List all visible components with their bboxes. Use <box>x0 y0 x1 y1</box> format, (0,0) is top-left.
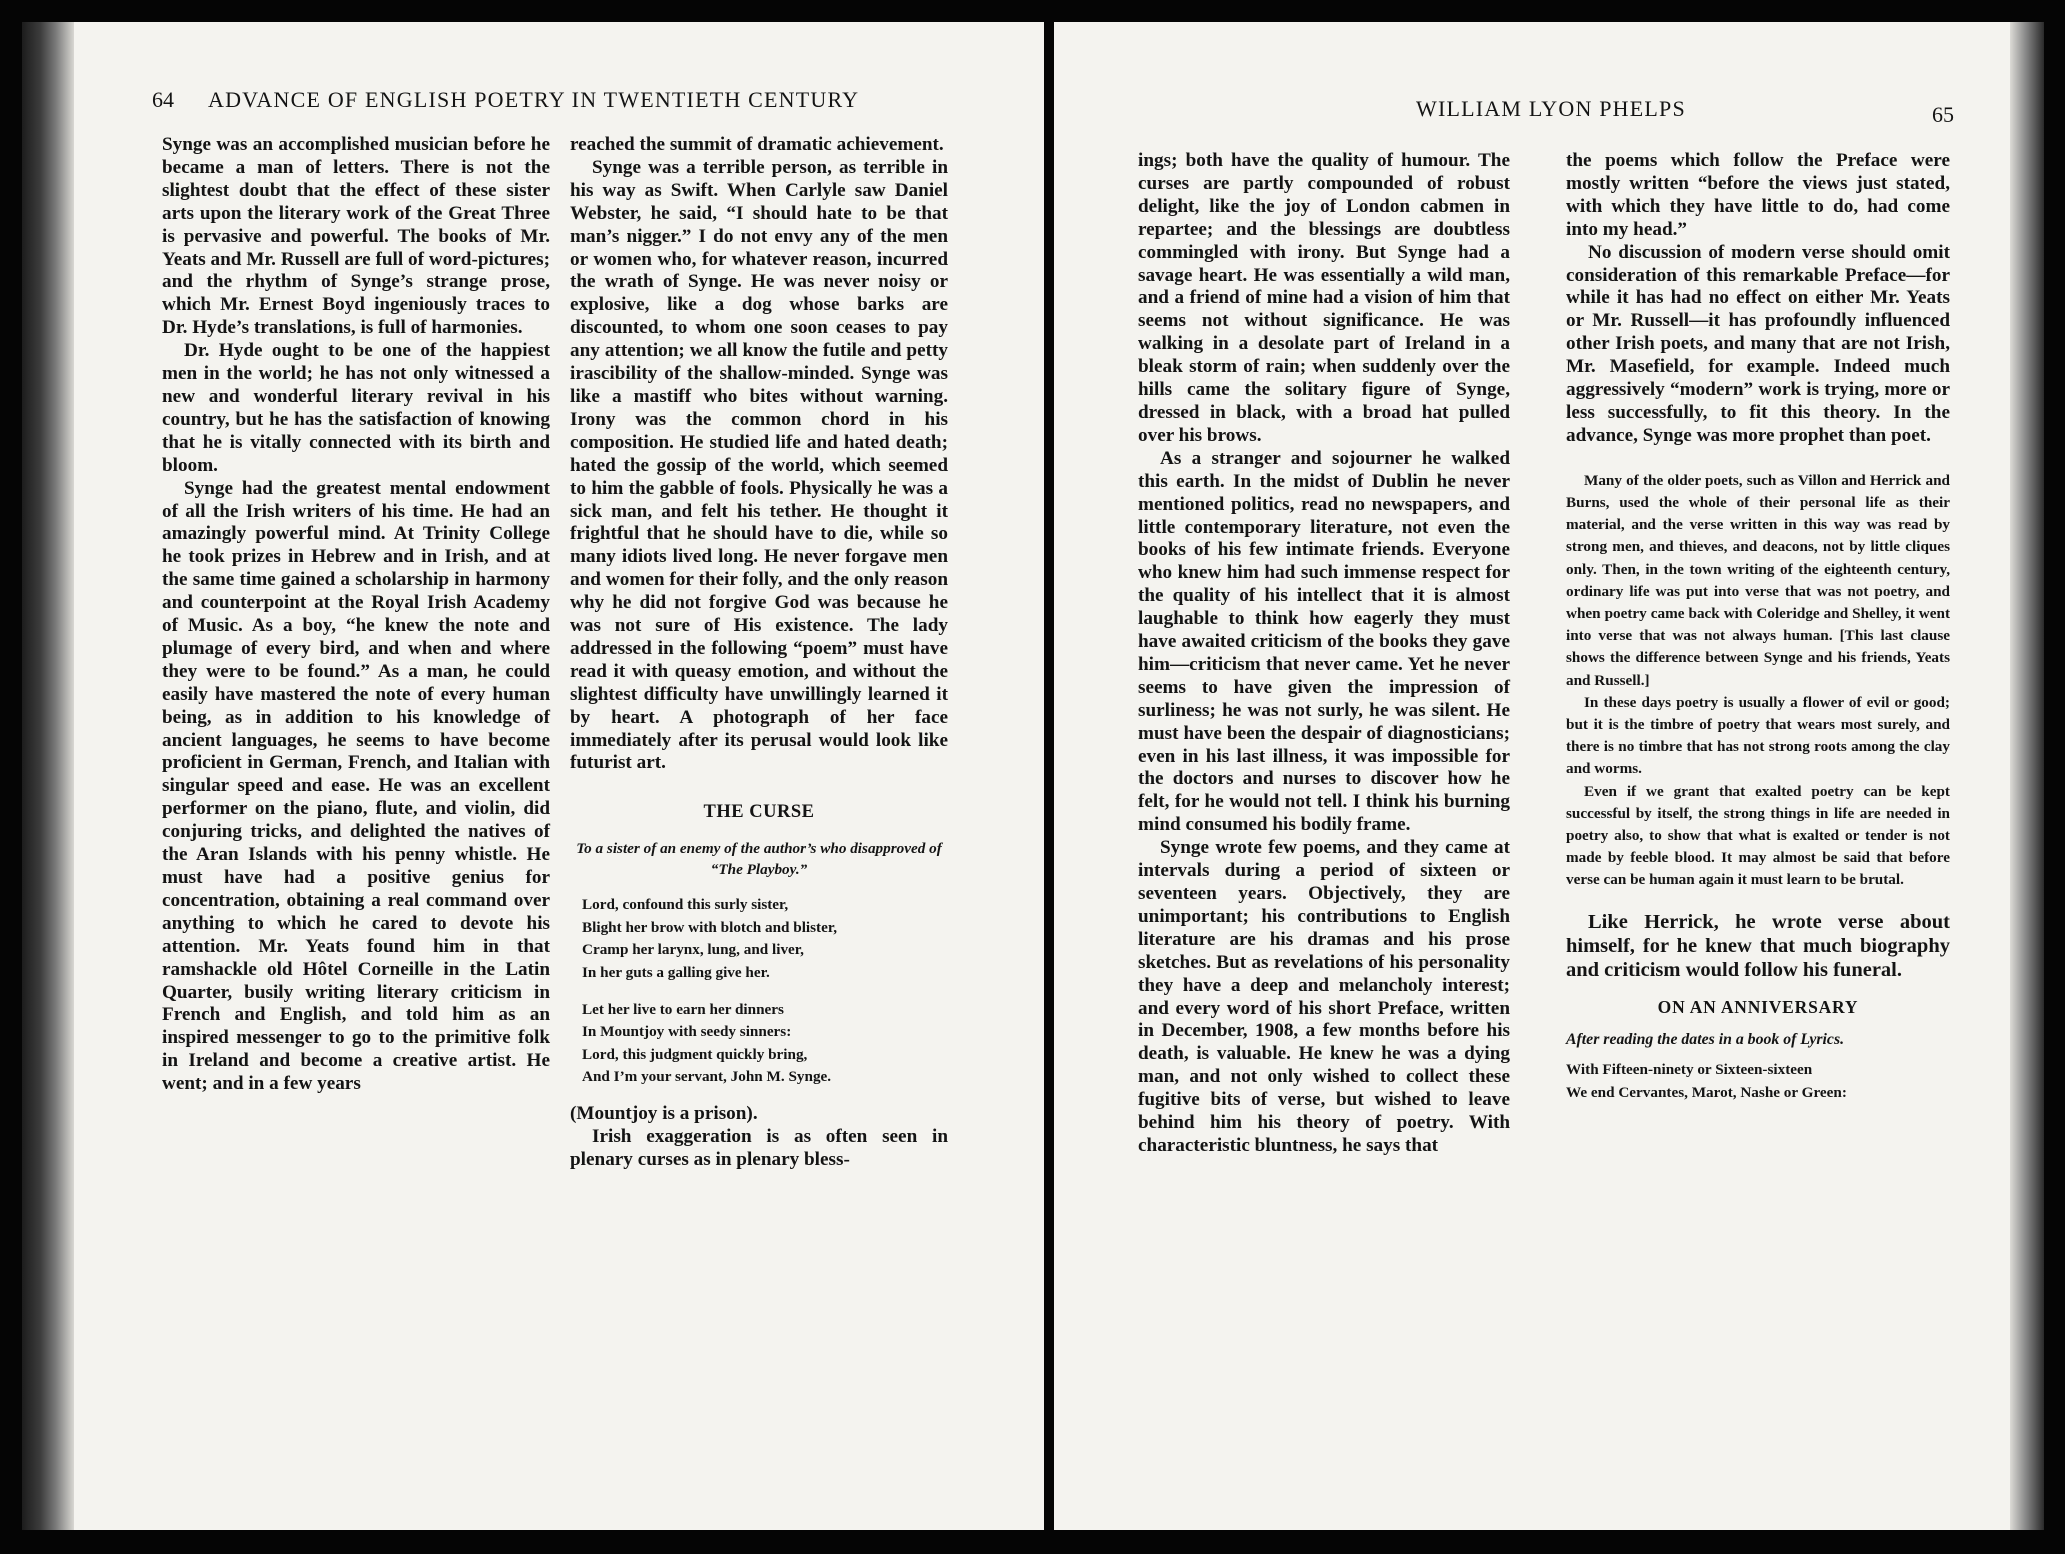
poem-title: THE CURSE <box>703 802 815 823</box>
poem-line: Blight her brow with blotch and blister, <box>582 918 837 936</box>
poem-line: And I’m your servant, John M. Synge. <box>582 1068 832 1086</box>
poem-line: In her guts a galling give her. <box>582 964 770 982</box>
paragraph: As a stranger and sojourner he walked this earth. In the midst of Dublin he never mentioned politics, read no newspapers, and little contemporary literature, not even the books of his few intimate friends. Everyone who knew him had such immense respect for the quality of his intellect that it is almost laughable to think how eagerly they must have awaited criticism of the books they gave him—criticism that never came. Yet he never seems to have given the impression of surliness; he was not surly, he was silent. He must have been the despair of diagnosticians; even in his last illness, it was impossible for the doctors and nurses to discover how he felt, for he would not tell. I think his burning mind consumed his bodily frame. <box>1138 447 1510 836</box>
lyric-subtitle: After reading the dates in a book of Lyrics. <box>1566 1030 1845 1048</box>
right-page <box>1054 22 2044 1530</box>
paragraph: Like Herrick, he wrote verse about himself, for he knew that much biography and criticism would follow his funeral. <box>1566 910 1950 981</box>
poem-line: Lord, confound this surly sister, <box>582 896 789 914</box>
preface-quotation <box>1566 470 1950 892</box>
paragraph: Synge was an accomplished musician before he became a man of letters. There is not the slightest doubt that the effect of these sister arts upon the literary work of the Great Three is pervasive and powerful. The books of Mr. Yeats and Mr. Russell are full of word-pictures; and the rhythm of Synge’s strange prose, which Mr. Ernest Boyd ingeniously traces to Dr. Hyde’s translations, is full of harmonies. <box>162 134 550 339</box>
poem-line: Cramp her larynx, lung, and liver, <box>582 941 804 959</box>
poem-line: In Mountjoy with seedy sinners: <box>582 1023 792 1041</box>
poem-stanza-1 <box>570 894 948 984</box>
poem-line: Let her live to earn her dinners <box>582 1000 784 1018</box>
quotation-paragraph: In these days poetry is usually a flower of evil or good; but it is the timbre of poetry that wears most surely, and there is no timbre that has not strong roots among the clay and worms. <box>1566 693 1950 778</box>
quotation-paragraph: Many of the older poets, such as Villon and Herrick and Burns, used the whole of their personal life as their material, and the verse written in this way was read by strong men, and thieves, and deacons, not by little cliques only. Then, in the town writing of the eighteenth century, ordinary life was put into verse that was not poetry, and when poetry came back with Coleridge and Shelley, it went into verse that was not always human. [This last clause shows the difference between Synge and his friends, Yeats and Russell.] <box>1566 471 1950 689</box>
right-column-2 <box>1566 150 1950 1119</box>
left-page <box>22 22 1044 1530</box>
poem-line: With Fifteen-ninety or Sixteen-sixteen <box>1566 1061 1813 1079</box>
left-column-2 <box>570 134 948 1172</box>
left-page-binding-shadow <box>22 22 74 1530</box>
paragraph: Irish exaggeration is as often seen in plenary curses as in plenary bless- <box>570 1125 948 1170</box>
right-running-head: WILLIAM LYON PHELPS <box>1416 96 1686 121</box>
paragraph: Synge was a terrible person, as terrible in his way as Swift. When Carlyle saw Daniel Webster, he said, “I should hate to be that man’s nigger.” I do not envy any of the men or women who, for whatever reason, incurred the wrath of Synge. He was never noisy or explosive, like a dog whose barks are discounted, to whom one soon ceases to pay any attention; we all know the futile and petty irascibility of the shallow-minded. Synge was like a mastiff who bites without warning. Irony was the common chord in his composition. He studied life and hated death; hated the gossip of the world, which seemed to him the gabble of fools. Physically he was a sick man, and felt his tether. He thought it frightful that he should have to die, while so many idiots lived long. He never forgave men and women for their folly, and the only reason why he did not forgive God was because he was not sure of His existence. The lady addressed in the following “poem” must have read it with queasy emotion, and without the slightest difficulty have unwillingly learned it by heart. A photograph of her face immediately after its perusal would look like futurist art. <box>570 156 948 774</box>
left-running-head: ADVANCE OF ENGLISH POETRY IN TWENTIETH CENTURY <box>208 87 860 112</box>
paragraph: (Mountjoy is a prison). <box>570 1103 758 1125</box>
paragraph: ings; both have the quality of humour. The curses are partly compounded of robust delight, like the joy of London cabmen in repartee; and the blessings are doubtless commingled with irony. But Synge had a savage heart. He was essentially a wild man, and a friend of mine had a vision of him that seems not without significance. He was walking in a desolate part of Ireland in a bleak storm of rain; when suddenly over the hills came the solitary figure of Synge, dressed in black, with a broad hat pulled over his brows. <box>1138 150 1510 446</box>
paragraph: Dr. Hyde ought to be one of the happiest men in the world; he has not only witnessed a new and wonderful literary revival in his country, but he has the satisfaction of knowing that he is vitally connected with its birth and bloom. <box>162 340 550 476</box>
lyric-lines <box>1566 1059 1950 1104</box>
paragraph: the poems which follow the Preface were mostly written “before the views just stated, with which they have little to do, had come into my head.” <box>1566 150 1950 240</box>
right-page-number: 65 <box>1932 102 1954 127</box>
poem-line: Lord, this judgment quickly bring, <box>582 1045 808 1063</box>
paragraph: Synge wrote few poems, and they came at intervals during a period of sixteen or seventeen years. Objectively, they are unimportant; his contributions to English literature are his dramas and his prose sketches. But as revelations of his personality they have a deep and melancholy interest; and every word of his short Preface, written in December, 1908, a few months before his death, is valuable. He knew he was a dying man, and not only wished to collect these fugitive bits of verse, but wished to leave behind him his theory of poetry. With characteristic bluntness, he says that <box>1138 837 1510 1156</box>
poem-stanza-2 <box>570 999 948 1089</box>
paragraph: No discussion of modern verse should omit consideration of this remarkable Preface—for while it has had no effect on either Mr. Yeats or Mr. Russell—it has profoundly influenced other Irish poets, and many that are not Irish, Mr. Masefield, for example. Indeed much aggressively “modern” work is trying, more or less successfully, to fit this theory. In the advance, Synge was more prophet than poet. <box>1566 241 1950 446</box>
lyric-title: ON AN ANNIVERSARY <box>1657 996 1859 1017</box>
left-page-number: 64 <box>152 87 174 112</box>
quotation-paragraph: Even if we grant that exalted poetry can be kept successful by itself, the strong things in life are needed in poetry also, to show that what is exalted or tender is not made by feeble blood. It may almost be said that before verse can be human again it must learn to be brutal. <box>1566 782 1950 889</box>
right-page-edge-shadow <box>2010 22 2044 1530</box>
right-column-1 <box>1138 150 1510 1158</box>
poem-line: We end Cervantes, Marot, Nashe or Green: <box>1566 1084 1847 1102</box>
left-column-1 <box>162 134 550 1096</box>
paragraph-after-quotation <box>1566 910 1950 982</box>
paragraph: Synge had the greatest mental endowment of all the Irish writers of his time. He had an amazingly powerful mind. At Trinity College he took prizes in Hebrew and in Irish, and at the same time gained a scholarship in harmony and counterpoint at the Royal Irish Academy of Music. As a boy, “he knew the note and plumage of every bird, and when and where they were to be found.” As a man, he could easily have mastered the note of every human being, as in addition to his knowledge of ancient languages, he seems to have become proficient in German, French, and Italian with singular speed and ease. He was an excellent performer on the piano, flute, and violin, did conjuring tricks, and delighted the natives of the Aran Islands with his penny whistle. He must have had a positive genius for concentration, obtaining a real command over anything to which he cared to devote his attention. Mr. Yeats found him in that ramshackle old Hôtel Corneille in the Latin Quarter, busily writing literary criticism in French and English, and told him as an inspired messenger to go to the primitive folk in Ireland and become a creative artist. He went; and in a few years <box>162 477 550 1095</box>
paragraph: reached the summit of dramatic achievement. <box>570 134 944 155</box>
poem-subtitle: To a sister of an enemy of the author’s who disapproved of “The Playboy.” <box>576 840 942 879</box>
